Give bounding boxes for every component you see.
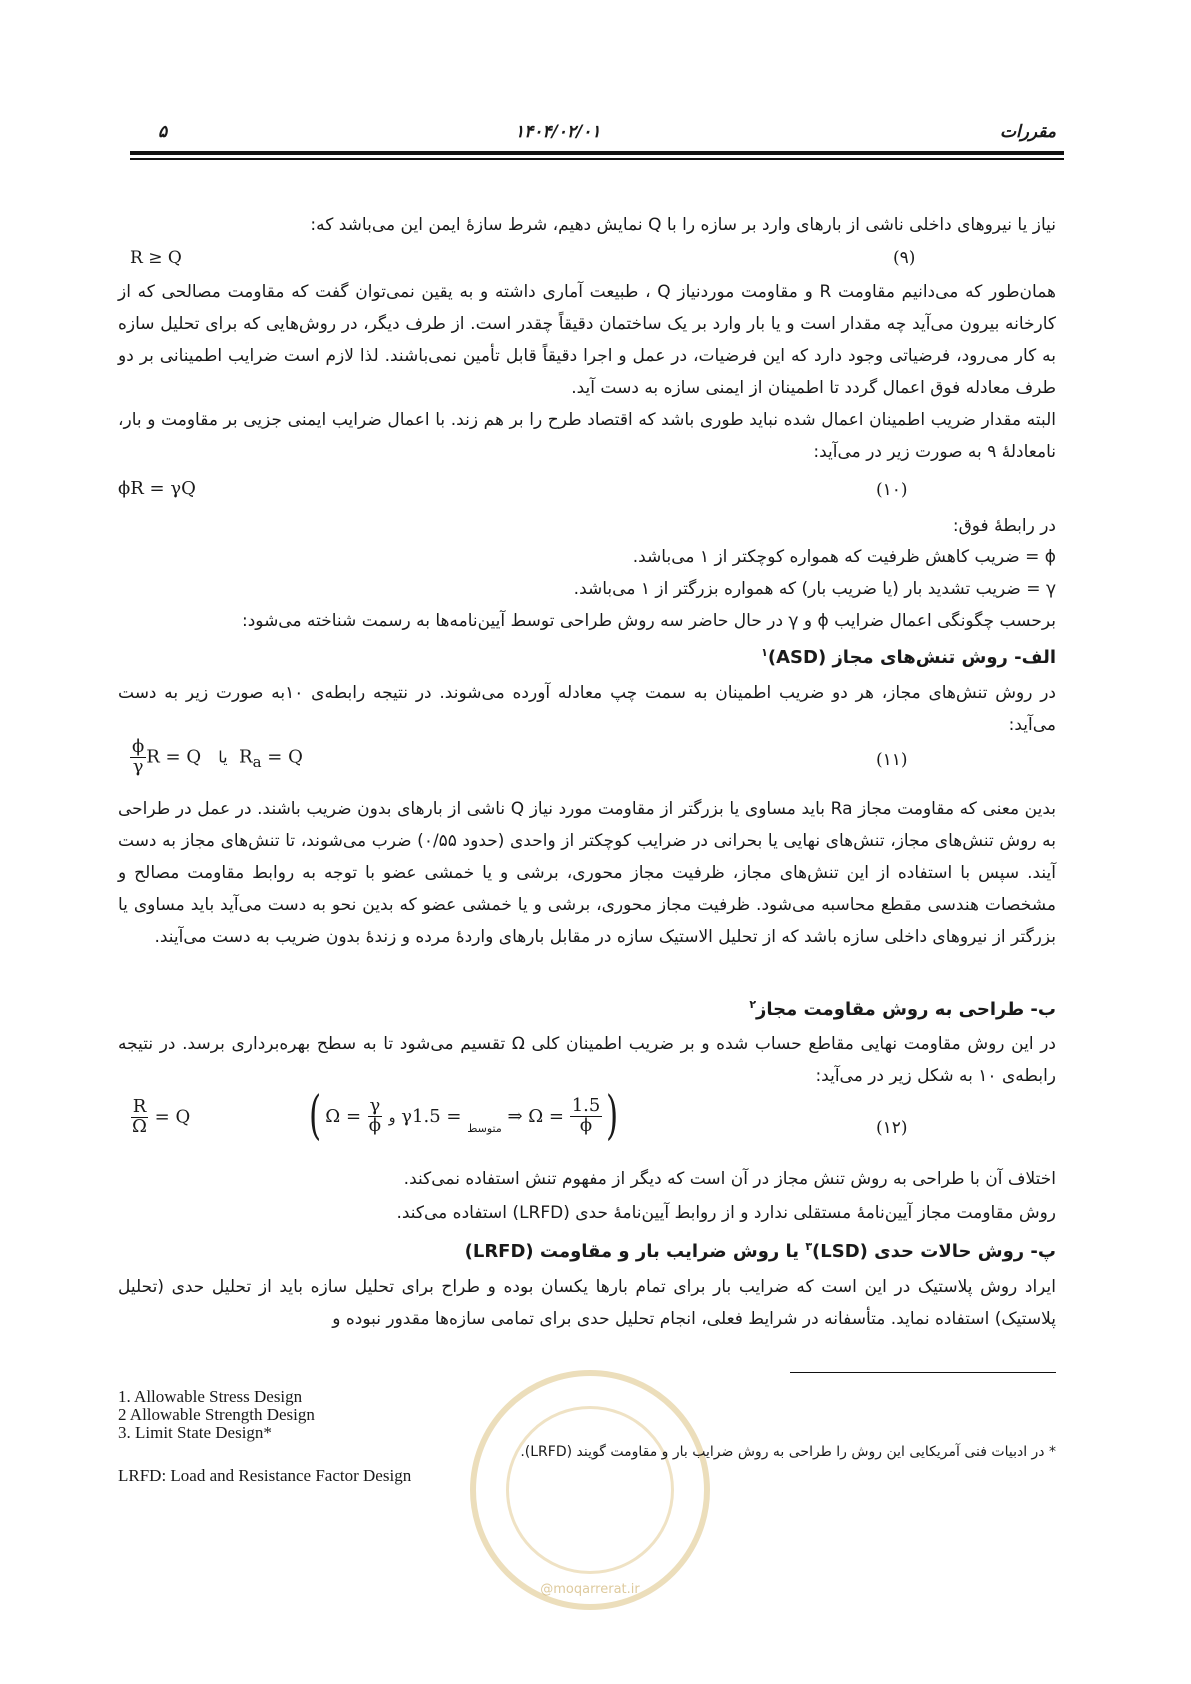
page-number: ۵ <box>158 122 168 142</box>
heading-lsd-text: پ- روش حالات حدی (LSD) <box>812 1241 1056 1262</box>
heading-b-footnote-mark: ۲ <box>749 998 757 1011</box>
eq11-or: یا <box>218 747 228 767</box>
eq12-and: و <box>388 1109 396 1126</box>
eq10: ϕR = γQ <box>118 478 196 499</box>
heading-asd-footnote-mark: ۱ <box>761 646 768 659</box>
heading-asd <box>118 637 1056 674</box>
star-footnote-text: در ادبیات فنی آمریکایی این روش را طراحی به روش ضرایب بار و مقاومت گویند (LRFD). <box>520 1444 1045 1460</box>
definition-phi: ϕ = ضریب کاهش ظرفیت که همواره کوچکتر از ۱ می‌باشد. <box>632 547 1056 567</box>
footnote-2: 2 Allowable Strength Design <box>118 1405 315 1424</box>
heading-lsd-tail: یا روش ضرایب بار و مقاومت (LRFD) <box>464 1241 800 1262</box>
watermark-seal <box>470 1370 710 1610</box>
watermark-text: @moqarrerat.ir <box>540 1582 640 1597</box>
eq11-fraction: $\frac{\phi}{\gamma}$ <box>132 736 145 777</box>
in-relation-label: در رابطهٔ فوق: <box>952 516 1056 536</box>
heading-allowable-strength <box>118 989 1056 1026</box>
star-footnote <box>520 1444 1056 1460</box>
paragraph-9: روش مقاومت مجاز آیین‌نامهٔ مستقلی ندارد و از روابط آیین‌نامهٔ حدی (LRFD) استفاده می‌کند. <box>396 1203 1056 1223</box>
header-rule-thick <box>130 151 1064 155</box>
eq12-fraction-r-omega: $\frac{R}{\Omega}$ <box>132 1096 147 1137</box>
footnote-rule <box>790 1372 1056 1373</box>
eq12-right: ( Ω = $\frac{\gamma}{\phi}$ و $\gamma_{متوسط} = 1.5$ ⇒ Ω = $\frac{1.5}{\phi}$ ) <box>309 1086 619 1146</box>
footnote-3: 3. Limit State Design* <box>118 1423 272 1442</box>
eq12-avg: متوسط <box>467 1121 502 1135</box>
eq9: R ≥ Q <box>130 248 182 268</box>
header-title: مقررات <box>999 122 1056 142</box>
paragraph-8: اختلاف آن با طراحی به روش تنش مجاز در آن است که دیگر از مفهوم تنش استفاده نمی‌کند. <box>403 1169 1056 1189</box>
paragraph-3: البته مقدار ضریب اطمینان اعمال شده نباید طوری باشد که اقتصاد طرح را بر هم زند. با اعمال ضرایب ایمنی جزیی بر مقاومت و بار، نامعادلهٔ ۹ به صورت زیر در می‌آید: <box>118 410 1056 462</box>
star-mark: * <box>1049 1444 1056 1460</box>
paragraph-10: ایراد روش پلاستیک در این است که ضرایب بار برای تمام بارها یکسان بوده و طراح برای تحلیل سازه باید از تحلیل حدی (تحلیل پلاستیک) استفاده نماید. متأسفانه در شرایط فعلی، انجام تحلیل حدی برای تمامی سازه‌ها مقدور نبوده و <box>118 1277 1056 1329</box>
heading-asd-text: الف- روش تنش‌های مجاز (ASD) <box>767 647 1056 668</box>
heading-lsd <box>118 1231 1056 1268</box>
paragraph-6: بدین معنی که مقاومت مجاز Ra باید مساوی یا بزرگتر از مقاومت مورد نیاز Q ناشی از بارهای بدون ضریب باشند. در عمل در طراحی به روش تنش‌های مجاز، تنش‌های نهایی یا بحرانی در ضرایب کوچکتر از واحدی (حدود ۰/۵۵) ضرب می‌شوند، تا تنش‌های مجاز به دست آیند. سپس با استفاده از این تنش‌های مجاز، ظرفیت مجاز محوری، برشی و یا خمشی عضو با توجه به روابط مقاومت مصالح و مشخصات هندسی مقطع محاسبه می‌شود. ظرفیت مجاز محوری، برشی و یا خمشی عضو که بدین نحو به دست می‌آید باید مساوی یا بزرگتر از نیروهای داخلی سازه باشد که از تحلیل الاستیک سازه در مقابل بارهای واردهٔ مرده و زندهٔ بدون ضریب به دست می‌آیند. <box>118 799 1056 947</box>
paragraph-2: همان‌طور که می‌دانیم مقاومت R و مقاومت موردنیاز Q ، طبیعت آماری داشته و به یقین نمی‌توان گفت که مقاومت مصالحی که از کارخانه بیرون می‌آید چه مقدار است و یا بار وارد بر یک ساختمان دقیقاً چقدر است. از طرف دیگر، در روش‌هایی که برای تحلیل سازه به کار می‌رود، فرضیاتی وجود دارد که این فرضیات، در عمل و اجرا دقیقاً قابل تأمین نمی‌باشند. لذا لازم است ضرایب اطمینانی بر دو طرف معادله فوق اعمال گردد تا اطمینان از ایمنی سازه به دست آید. <box>118 282 1056 398</box>
definition-gamma: γ = ضریب تشدید بار (یا ضریب بار) که همواره بزرگتر از ۱ می‌باشد. <box>573 579 1056 599</box>
paragraph-4: برحسب چگونگی اعمال ضرایب ϕ و γ در حال حاضر سه روش طراحی توسط آیین‌نامه‌ها به رسمت شناخته می‌شود: <box>241 611 1056 631</box>
eq9-number: (۹) <box>893 248 916 268</box>
heading-allowable-strength-text: ب- طراحی به روش مقاومت مجاز <box>756 999 1056 1020</box>
eq12-number: (۱۲) <box>876 1118 908 1138</box>
paragraph-5: در روش تنش‌های مجاز، هر دو ضریب اطمینان به سمت چپ معادله آورده می‌شوند. در نتیجه رابطه‌ی ۱۰به صورت زیر به دست می‌آید: <box>118 683 1056 735</box>
eq10-number: (۱۰) <box>876 480 908 500</box>
paragraph-7: در این روش مقاومت نهایی مقاطع حساب شده و بر ضریب اطمینان کلی Ω تقسیم می‌شود تا به سطح بهره‌برداری برسد. در نتیجه رابطه‌ی ۱۰ به شکل زیر در می‌آید: <box>118 1034 1056 1086</box>
heading-c-footnote-mark: ۳ <box>805 1240 813 1253</box>
eq12-left: $\frac{R}{\Omega}$ = Q <box>132 1096 191 1137</box>
eq11: $\frac{\phi}{\gamma}$ R = Q یا $R_a = Q$ <box>132 736 303 777</box>
footnote-1: 1. Allowable Stress Design <box>118 1387 303 1406</box>
paragraph-1: نیاز یا نیروهای داخلی ناشی از بارهای وارد بر سازه را با Q نمایش دهیم، شرط سازهٔ ایمن این می‌باشد که: <box>310 215 1056 235</box>
lrfd-definition: LRFD: Load and Resistance Factor Design <box>118 1466 412 1485</box>
eq11-number: (۱۱) <box>876 750 908 770</box>
header-rule-thin <box>130 158 1064 160</box>
header-date: ۱۴۰۴/۰۲/۰۱ <box>515 122 601 142</box>
